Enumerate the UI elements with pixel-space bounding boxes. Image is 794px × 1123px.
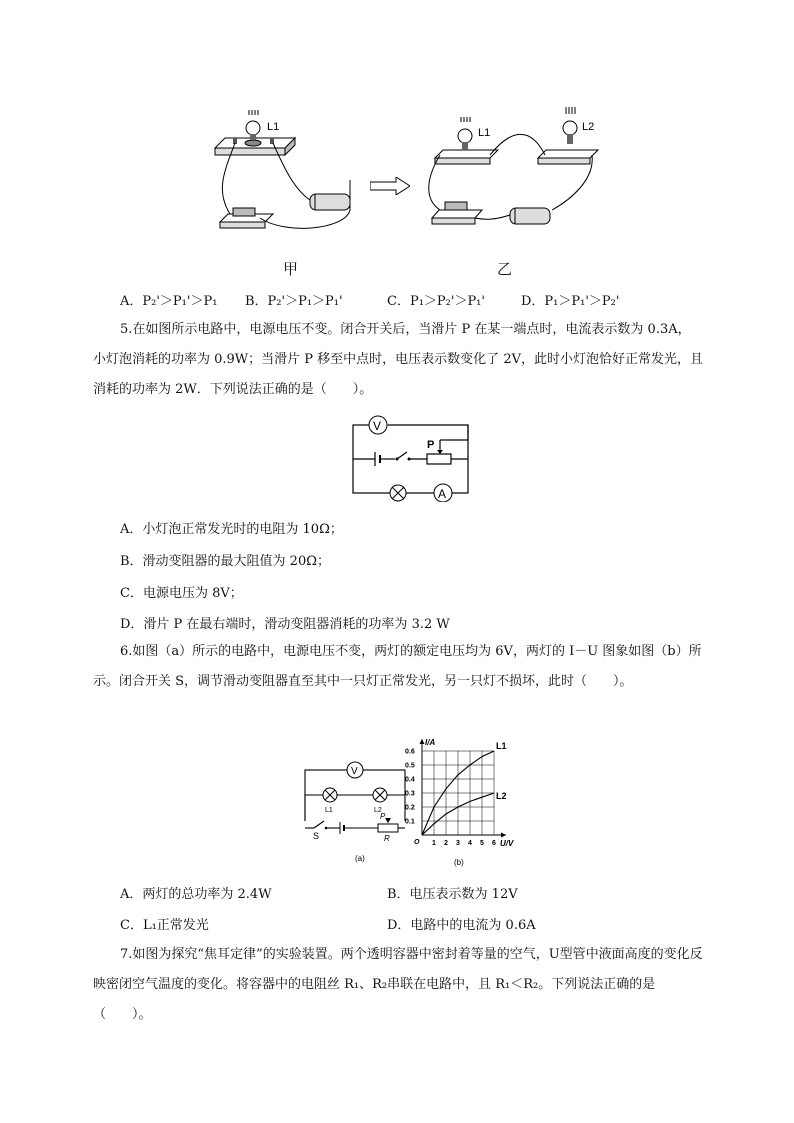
slider-label-p: P (427, 439, 435, 451)
q5-stem: 5.在如图所示电路中，电源电压不变。闭合开关后，当滑片 P 在某一端点时，电流表示数为 0.3A，小灯泡消耗的功率为 0.9W；当滑片 P 移至中点时，电压表示数变化了 2V，此时小灯泡恰好正常发光，且消耗的功率为 2W．下列说法正确的是（ ）。 (93, 322, 703, 397)
x-tick-label: 1 (432, 840, 436, 847)
caption-jia: 甲 (283, 260, 299, 278)
voltmeter-label: V (351, 766, 358, 777)
bulb-label-l1: L1 (267, 121, 280, 133)
switch-label-s: S (313, 831, 320, 841)
q4-option-a: A．P₂'＞P₁'＞P₁ (120, 294, 218, 309)
q5-option-b: B．滑动变阻器的最大阻值为 20Ω； (120, 554, 331, 569)
caption-a: (a) (355, 854, 365, 863)
circuit-figure-yi (420, 100, 610, 245)
slider-label-p: P (380, 812, 386, 821)
ammeter-label: A (438, 487, 447, 501)
q4-option-b: B．P₂'＞P₁＞P₁' (245, 294, 343, 309)
lamp-label-l2: L2 (374, 807, 382, 814)
origin-label: O (414, 839, 420, 846)
q6-option-a: A．两灯的总功率为 2.4W (120, 887, 272, 902)
q5-circuit-diagram (345, 410, 475, 502)
series-label-l1: L1 (496, 741, 507, 751)
x-tick-label: 6 (492, 840, 496, 847)
q7-stem: 7.如图为探究“焦耳定律”的实验装置。两个透明容器中密封着等量的空气，U型管中液面高度的变化反映密闭空气温度的变化。将容器中的电阻丝 R₁、R₂串联在电路中，且 R₁＜R₂。下列说法正确的是（ ）。 (93, 947, 703, 1022)
y-tick-label: 0.2 (405, 804, 415, 812)
rheostat-label-r: R (384, 834, 390, 843)
y-tick-label: 0.3 (405, 790, 415, 798)
q4-option-c: C．P₁＞P₂'＞P₁' (387, 294, 485, 309)
x-tick-label: 4 (468, 840, 472, 847)
q6-circuit-a (300, 755, 412, 865)
caption-yi: 乙 (497, 260, 513, 278)
x-tick-label: 5 (480, 840, 484, 847)
q6-iu-chart (400, 735, 520, 870)
bulb-label-l2: L2 (582, 121, 595, 133)
y-tick-label: 0.4 (405, 776, 415, 784)
x-axis-label: U/V (500, 839, 514, 848)
x-axis-arrow-icon (501, 833, 506, 838)
q6-option-b: B．电压表示数为 12V (387, 887, 518, 902)
x-tick-label: 3 (456, 840, 460, 847)
voltmeter-label: V (373, 419, 382, 433)
caption-b: (b) (454, 858, 464, 867)
circuit-figure-jia (205, 110, 365, 245)
y-axis-label: I/A (425, 738, 436, 747)
q5-option-a: A．小灯泡正常发光时的电阻为 10Ω； (120, 522, 343, 537)
q6-option-d: D．电路中的电流为 0.6A (387, 918, 536, 933)
q5-option-d: D．滑片 P 在最右端时，滑动变阻器消耗的功率为 3.2 W (120, 617, 450, 632)
q6-option-c: C．L₁正常发光 (120, 918, 209, 933)
y-axis-arrow-icon (420, 739, 425, 744)
q6-stem: 6.如图（a）所示的电路中，电源电压不变，两灯的额定电压均为 6V，两灯的 I－U 图象如图（b）所示。闭合开关 S，调节滑动变阻器直至其中一只灯正常发光，另一只灯不损坏，此时（ ）。 (93, 644, 702, 689)
arrow-icon (370, 177, 410, 199)
x-tick-label: 2 (444, 840, 448, 847)
y-tick-label: 0.1 (405, 818, 415, 826)
lamp-label-l1: L1 (325, 807, 333, 814)
q4-option-d: D．P₁＞P₁'＞P₂' (521, 294, 620, 309)
bulb-label-l1: L1 (478, 127, 491, 139)
y-tick-label: 0.6 (405, 748, 415, 756)
q5-option-c: C．电源电压为 8V； (120, 586, 243, 601)
y-tick-label: 0.5 (405, 762, 415, 770)
series-label-l2: L2 (496, 791, 507, 801)
